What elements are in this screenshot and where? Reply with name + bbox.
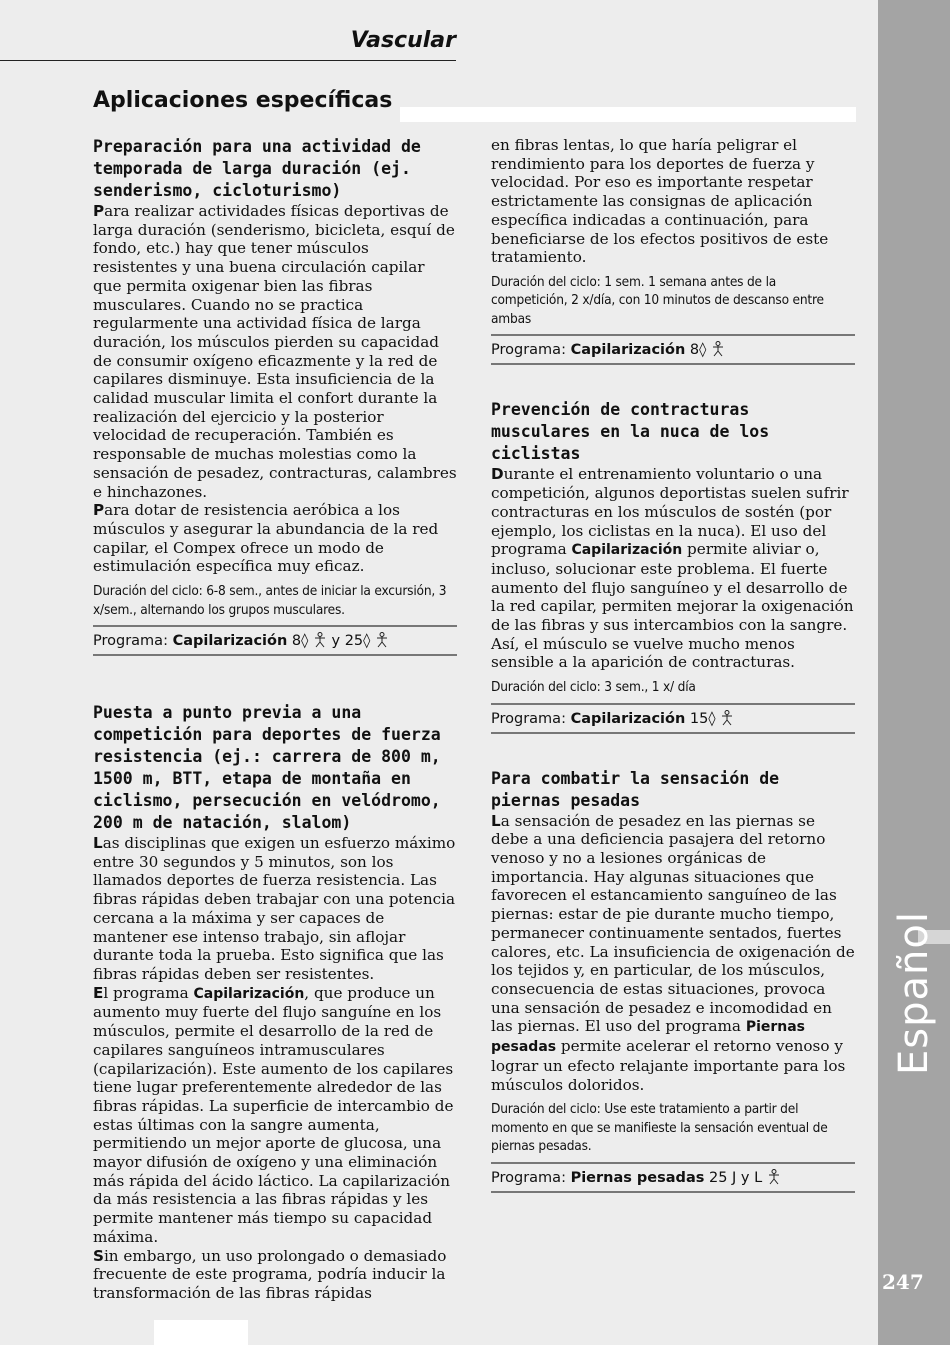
- page-number: 247: [882, 1270, 924, 1294]
- drop-cap: L: [93, 834, 103, 853]
- language-tab: [878, 911, 950, 1075]
- header-rule: [0, 60, 456, 61]
- body-figure-icon: [711, 341, 725, 357]
- heading-bar: [400, 107, 856, 122]
- program-line: [491, 1162, 855, 1193]
- language-label: Español: [891, 911, 937, 1075]
- section-paragraph: [93, 984, 457, 1247]
- program-reference: Capilarización: [571, 542, 683, 559]
- cycle-duration: Duración del ciclo: Use este tratamiento a partir del momento en que se manifieste la sensación eventual de piernas pesadas.: [491, 1101, 828, 1155]
- program-level: 15◊: [685, 710, 716, 727]
- program-level: 25 J y L: [704, 1169, 763, 1186]
- drop-cap: S: [93, 1246, 104, 1265]
- paragraph-text: , que produce un aumento muy fuerte del flujo sanguíne en los músculos, permite el desarrollo de la red de capilares sanguíneos intramusculares (capilarización). Este aumento de los capilares tiene lugar preferentemente alrededor de las fibras rápidas. La superficie de intercambio de estas últimas con la sangre aumenta, permitiendo un mejor aporte de glucosa, una mayor difusión de oxígeno y una eliminación más rápida del ácido láctico. La capilarización da más resistencia a las fibras rápidas y les permite mantener más tiempo su capacidad máxima.: [93, 983, 454, 1246]
- section-paragraph: [93, 1247, 457, 1303]
- program-name: Capilarización: [570, 710, 686, 727]
- section-title: Para combatir la sensación de piernas pesadas: [491, 768, 780, 810]
- program-line: [491, 703, 855, 734]
- section-title: Preparación para una actividad de temporada de larga duración (ej. senderismo, cicloturismo): [93, 137, 421, 200]
- header-title: Vascular: [350, 28, 456, 53]
- section-paragraph: [491, 812, 855, 1095]
- section-paragraph: [93, 202, 457, 501]
- drop-cap: L: [491, 811, 501, 830]
- drop-cap: D: [491, 465, 504, 484]
- program-level: 8◊: [287, 633, 309, 650]
- spacer: [491, 365, 855, 399]
- program-name: Piernas pesadas: [570, 1169, 705, 1186]
- section-paragraph: [93, 501, 457, 576]
- program-level: 8◊: [685, 342, 707, 359]
- body-figure-icon: [767, 1169, 781, 1185]
- program-reference: Capilarización: [193, 985, 305, 1002]
- section-paragraph: [93, 834, 457, 984]
- cycle-duration: Duración del ciclo: 6-8 sem., antes de iniciar la excursión, 3 x/sem., alternando los grupos musculares.: [93, 583, 447, 618]
- section-paragraph: en fibras lentas, lo que haría peligrar el rendimiento para los deportes de fuerza y velocidad. Por eso es importante respetar estrictamente las consignas de aplicación específica indicadas a continuación, para beneficiarse de los efectos positivos de este tratamiento.: [491, 136, 829, 267]
- right-column: [491, 136, 855, 1193]
- sidebar: [878, 0, 950, 1345]
- body-figure-icon: [313, 632, 327, 648]
- program-name: Capilarización: [570, 342, 686, 359]
- program-line: [93, 625, 457, 656]
- paragraph-text: as disciplinas que exigen un esfuerzo máximo entre 30 segundos y 5 minutos, son los llamados deportes de fuerza resistencia. Las fibras rápidas deben trabajar con una potencia cercana a la máxima y ser capaces de mantener ese intenso trabajo, sin aflojar durante toda la prueba. Esto significa que las fibras rápidas deben ser resistentes.: [93, 834, 456, 983]
- section-title: Prevención de contracturas musculares en la nuca de los ciclistas: [491, 400, 770, 464]
- left-column: [93, 136, 457, 1303]
- cycle-duration: Duración del ciclo: 1 sem. 1 semana antes de la competición, 2 x/día, con 10 minutos de descanso entre ambas: [491, 273, 824, 327]
- paragraph-text: permite acelerar el retorno venoso y lograr un efecto relajante importante para los músculos doloridos.: [491, 1037, 846, 1094]
- program-extra: y 25◊: [326, 633, 371, 650]
- page-heading: Aplicaciones específicas: [93, 88, 393, 113]
- body-figure-icon: [375, 632, 389, 648]
- body-figure-icon: [720, 710, 734, 726]
- program-label: Programa:: [491, 710, 571, 727]
- program-reference: Piernas pesadas: [491, 1019, 806, 1056]
- program-line: [491, 334, 855, 365]
- paragraph-text: a sensación de pesadez en las piernas se debe a una deficiencia pasajera del retorno venoso y no a lesiones orgánicas de importancia. Hay algunas situaciones que favorecen el estancamiento sanguíneo de las piernas: estar de pie durante mucho tiempo, permanecer continuamente sentados, fuertes calores, etc. La insuficiencia de oxigenación de los tejidos y, en particular, de los músculos, consecuencia de estas situaciones, provoca una sensación de pesadez e incomodidad en las piernas. El uso del programa: [491, 811, 855, 1036]
- section-paragraph: [491, 465, 855, 672]
- spacer: [491, 734, 855, 768]
- program-label: Programa:: [491, 1169, 571, 1186]
- cycle-duration: Duración del ciclo: 3 sem., 1 x/ día: [491, 679, 696, 696]
- program-label: Programa:: [491, 342, 571, 359]
- paragraph-text: urante el entrenamiento voluntario o una competición, algunos deportistas suelen sufrir contracturas en los músculos de sostén (por ejemplo, los ciclistas en la nuca). El uso del programa: [491, 465, 849, 559]
- paragraph-text: ara realizar actividades físicas deportivas de larga duración (senderismo, bicicleta, esquí de fondo, etc.) hay que tener músculos resistentes y una buena circulación capilar que permita oxigenar bien las fibras musculares. Cuando no se practica regularmente una actividad física de larga duración, los músculos pierden su capacidad de consumir oxígeno eficazmente y la red de capilares disminuye. Esta insuficiencia de la calidad muscular limita el confort durante la realización del ejercicio y la posterior velocidad de recuperación. También es responsable de muchas molestias como la sensación de pesadez, contracturas, calambres e hinchazones.: [93, 202, 457, 501]
- paragraph-text: in embargo, un uso prolongado o demasiado frecuente de este programa, podría inducir la transformación de las fibras rápidas: [93, 1246, 447, 1302]
- spacer: [93, 656, 457, 702]
- program-label: Programa:: [93, 633, 173, 650]
- drop-cap: P: [93, 202, 105, 220]
- paragraph-text: l programa: [103, 983, 194, 1002]
- drop-cap: E: [93, 983, 104, 1002]
- drop-cap: P: [93, 501, 105, 520]
- paragraph-text: permite aliviar o, incluso, solucionar este problema. El fuerte aumento del flujo sanguíneo y el desarrollo de la red capilar, permiten mejorar la oxigenación de las fibras y sus intercambios con la sangre. Así, el músculo se vuelve mucho menos sensible a la aparición de contracturas.: [491, 540, 854, 672]
- footer-box: [154, 1320, 248, 1345]
- paragraph-text: ara dotar de resistencia aeróbica a los músculos y asegurar la abundancia de la red capilar, el Compex ofrece un modo de estimulación específica muy eficaz.: [93, 501, 439, 576]
- section-title: Puesta a punto previa a una competición para deportes de fuerza resistencia (ej.: carrera de 800 m, 1500 m, BTT, etapa de montaña en ciclismo, persecución en velódromo, 200 m de natación, slalom): [93, 703, 441, 833]
- program-name: Capilarización: [172, 633, 288, 650]
